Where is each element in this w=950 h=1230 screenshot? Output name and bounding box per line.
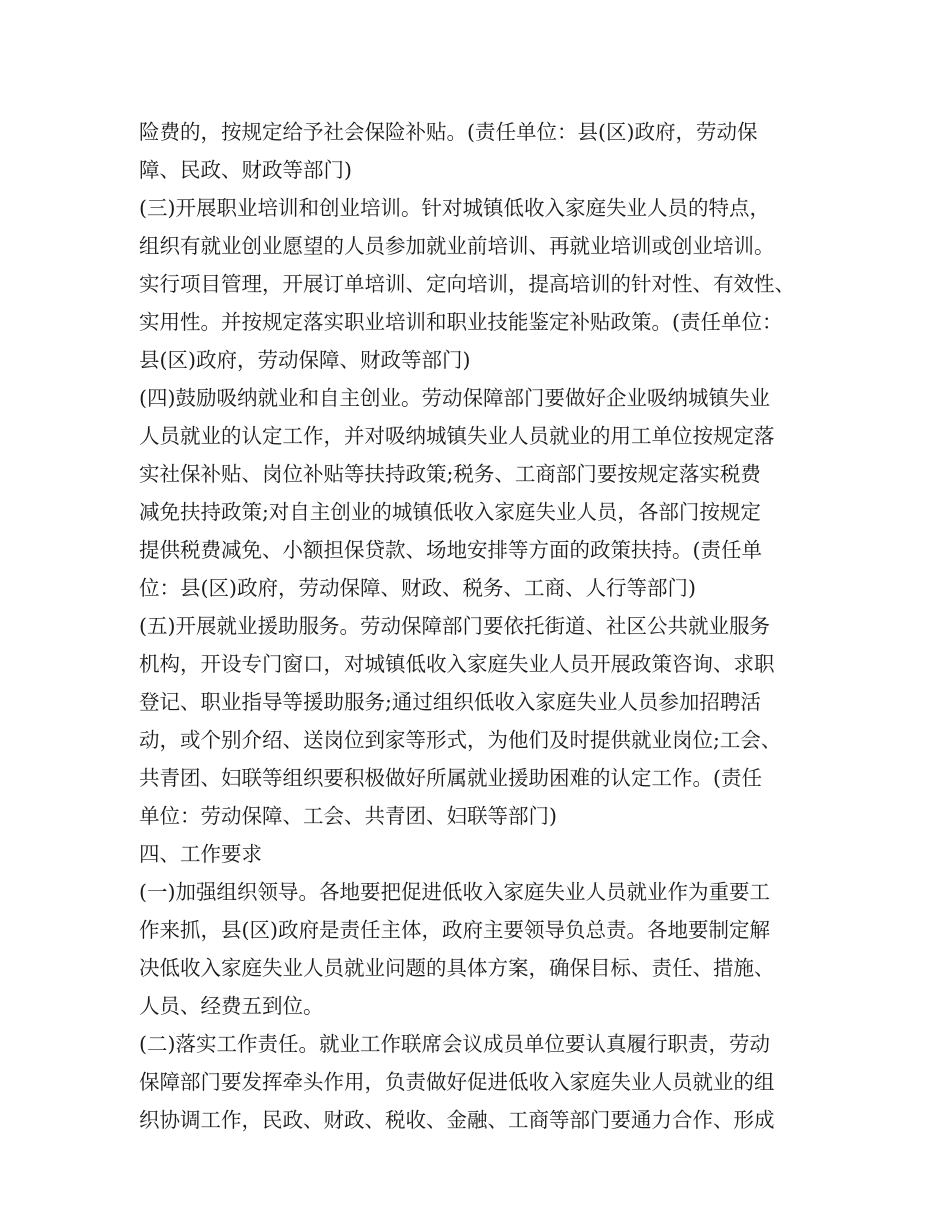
text-line: (一)加强组织领导。各地要把促进低收入家庭失业人员就业作为重要工	[139, 880, 770, 904]
document-body	[139, 113, 829, 1139]
text-line: 组织有就业创业愿望的人员参加就业前培训、再就业培训或创业培训。	[139, 234, 775, 258]
section-heading: 四、工作要求	[139, 842, 262, 866]
text-line: 单位：劳动保障、工会、共青团、妇联等部门)	[139, 804, 557, 828]
text-line: 共青团、妇联等组织要积极做好所属就业援助困难的认定工作。(责任	[139, 766, 762, 790]
text-line: 织协调工作，民政、财政、税收、金融、工商等部门要通力合作、形成	[139, 1108, 775, 1132]
text-line: 决低收入家庭失业人员就业问题的具体方案，确保目标、责任、措施、	[139, 956, 775, 980]
text-line: (四)鼓励吸纳就业和自主创业。劳动保障部门要做好企业吸纳城镇失业	[139, 386, 770, 410]
text-line: 县(区)政府，劳动保障、财政等部门)	[139, 348, 471, 372]
text-line: 提供税费减免、小额担保贷款、场地安排等方面的政策扶持。(责任单	[139, 538, 762, 562]
text-line: 保障部门要发挥牵头作用，负责做好促进低收入家庭失业人员就业的组	[139, 1070, 775, 1094]
text-line: 人员就业的认定工作，并对吸纳城镇失业人员就业的用工单位按规定落	[139, 424, 775, 448]
text-line: (五)开展就业援助服务。劳动保障部门要依托街道、社区公共就业服务	[139, 614, 770, 638]
text-line: (三)开展职业培训和创业培训。针对城镇低收入家庭失业人员的特点，	[139, 196, 770, 220]
text-line: 机构，开设专门窗口，对城镇低收入家庭失业人员开展政策咨询、求职	[139, 652, 775, 676]
text-line: 实行项目管理，开展订单培训、定向培训，提高培训的针对性、有效性、	[139, 272, 795, 296]
text-line: 障、民政、财政等部门)	[139, 158, 352, 182]
text-line: (二)落实工作责任。就业工作联席会议成员单位要认真履行职责，劳动	[139, 1032, 770, 1056]
text-line: 登记、职业指导等援助服务;通过组织低收入家庭失业人员参加招聘活	[139, 690, 761, 714]
text-line: 动，或个别介绍、送岗位到家等形式，为他们及时提供就业岗位;工会、	[139, 728, 782, 752]
text-line: 人员、经费五到位。	[139, 994, 324, 1018]
text-line: 位：县(区)政府，劳动保障、财政、税务、工商、人行等部门)	[139, 576, 696, 600]
text-line: 作来抓，县(区)政府是责任主体，政府主要领导负总责。各地要制定解	[139, 918, 770, 942]
text-line: 实用性。并按规定落实职业培训和职业技能鉴定补贴政策。(责任单位：	[139, 310, 783, 334]
text-line: 实社保补贴、岗位补贴等扶持政策;税务、工商部门要按规定落实税费	[139, 462, 761, 486]
text-line: 减免扶持政策;对自主创业的城镇低收入家庭失业人员，各部门按规定	[139, 500, 761, 524]
text-line: 险费的，按规定给予社会保险补贴。(责任单位：县(区)政府，劳动保	[139, 120, 758, 144]
